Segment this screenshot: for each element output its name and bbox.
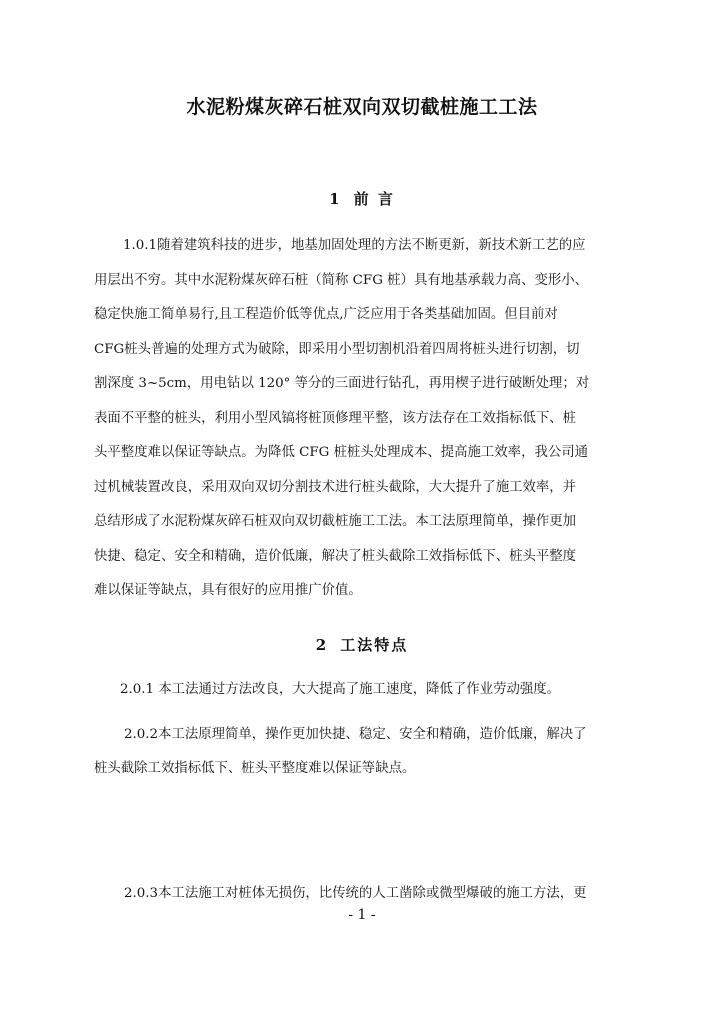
text-line: 2.0.3本工法施工对桩体无损伤，比传统的人工凿除或微型爆破的施工方法，更: [124, 886, 587, 901]
text-line: 过机械装置改良，采用双向双切分割技术进行桩头截除，大大提升了施工效率，并: [94, 480, 577, 495]
text-line: 快捷、稳定、安全和精确，造价低廉，解决了桩头截除工效指标低下、桩头平整度: [94, 549, 577, 564]
section-title: 前 言: [353, 190, 395, 208]
text-line: 表面不平整的桩头，利用小型风镐将桩顶修理平整，该方法存在工效指标低下、桩: [94, 411, 577, 426]
document-title: 水泥粉煤灰碎石桩双向双切截桩施工工法: [186, 96, 538, 118]
section-title: 工法特点: [340, 636, 409, 654]
text-line: CFG桩头普遍的处理方式为破除，即采用小型切割机沿着四周将桩头进行切割，切: [94, 342, 580, 357]
text-line: 桩头截除工效指标低下、桩头平整度难以保证等缺点。: [94, 761, 416, 776]
text-line: 稳定快施工简单易行,且工程造价低等优点,广泛应用于各类基础加固。但目前对: [94, 307, 558, 322]
text-line: 总结形成了水泥粉煤灰碎石桩双向双切截桩施工工法。本工法原理简单，操作更加: [94, 514, 577, 529]
section-heading-1: [0, 188, 724, 210]
text-line: 1.0.1随着建筑科技的进步，地基加固处理的方法不断更新，新技术新工艺的应: [123, 238, 586, 253]
text-line: 割深度 3~5cm，用电钻以 120° 等分的三面进行钻孔，再用楔子进行破断处理；对: [94, 376, 590, 391]
text-line: 头平整度难以保证等缺点。为降低 CFG 桩桩头处理成本、提高施工效率，我公司通: [94, 445, 589, 460]
text-line: 难以保证等缺点，具有很好的应用推广价值。: [94, 583, 362, 598]
text-line: 2.0.1 本工法通过方法改良，大大提高了施工速度，降低了作业劳动强度。: [120, 682, 561, 697]
section-number: 2: [315, 636, 327, 654]
section-number: 1: [329, 190, 340, 208]
text-line: 用层出不穷。其中水泥粉煤灰碎石桩（简称 CFG 桩）具有地基承载力高、变形小、: [94, 273, 589, 288]
text-line: 2.0.2本工法原理简单，操作更加快捷、稳定、安全和精确，造价低廉，解决了: [124, 727, 587, 742]
section-heading-2: [0, 634, 724, 656]
page-number: - 1 -: [348, 907, 376, 923]
